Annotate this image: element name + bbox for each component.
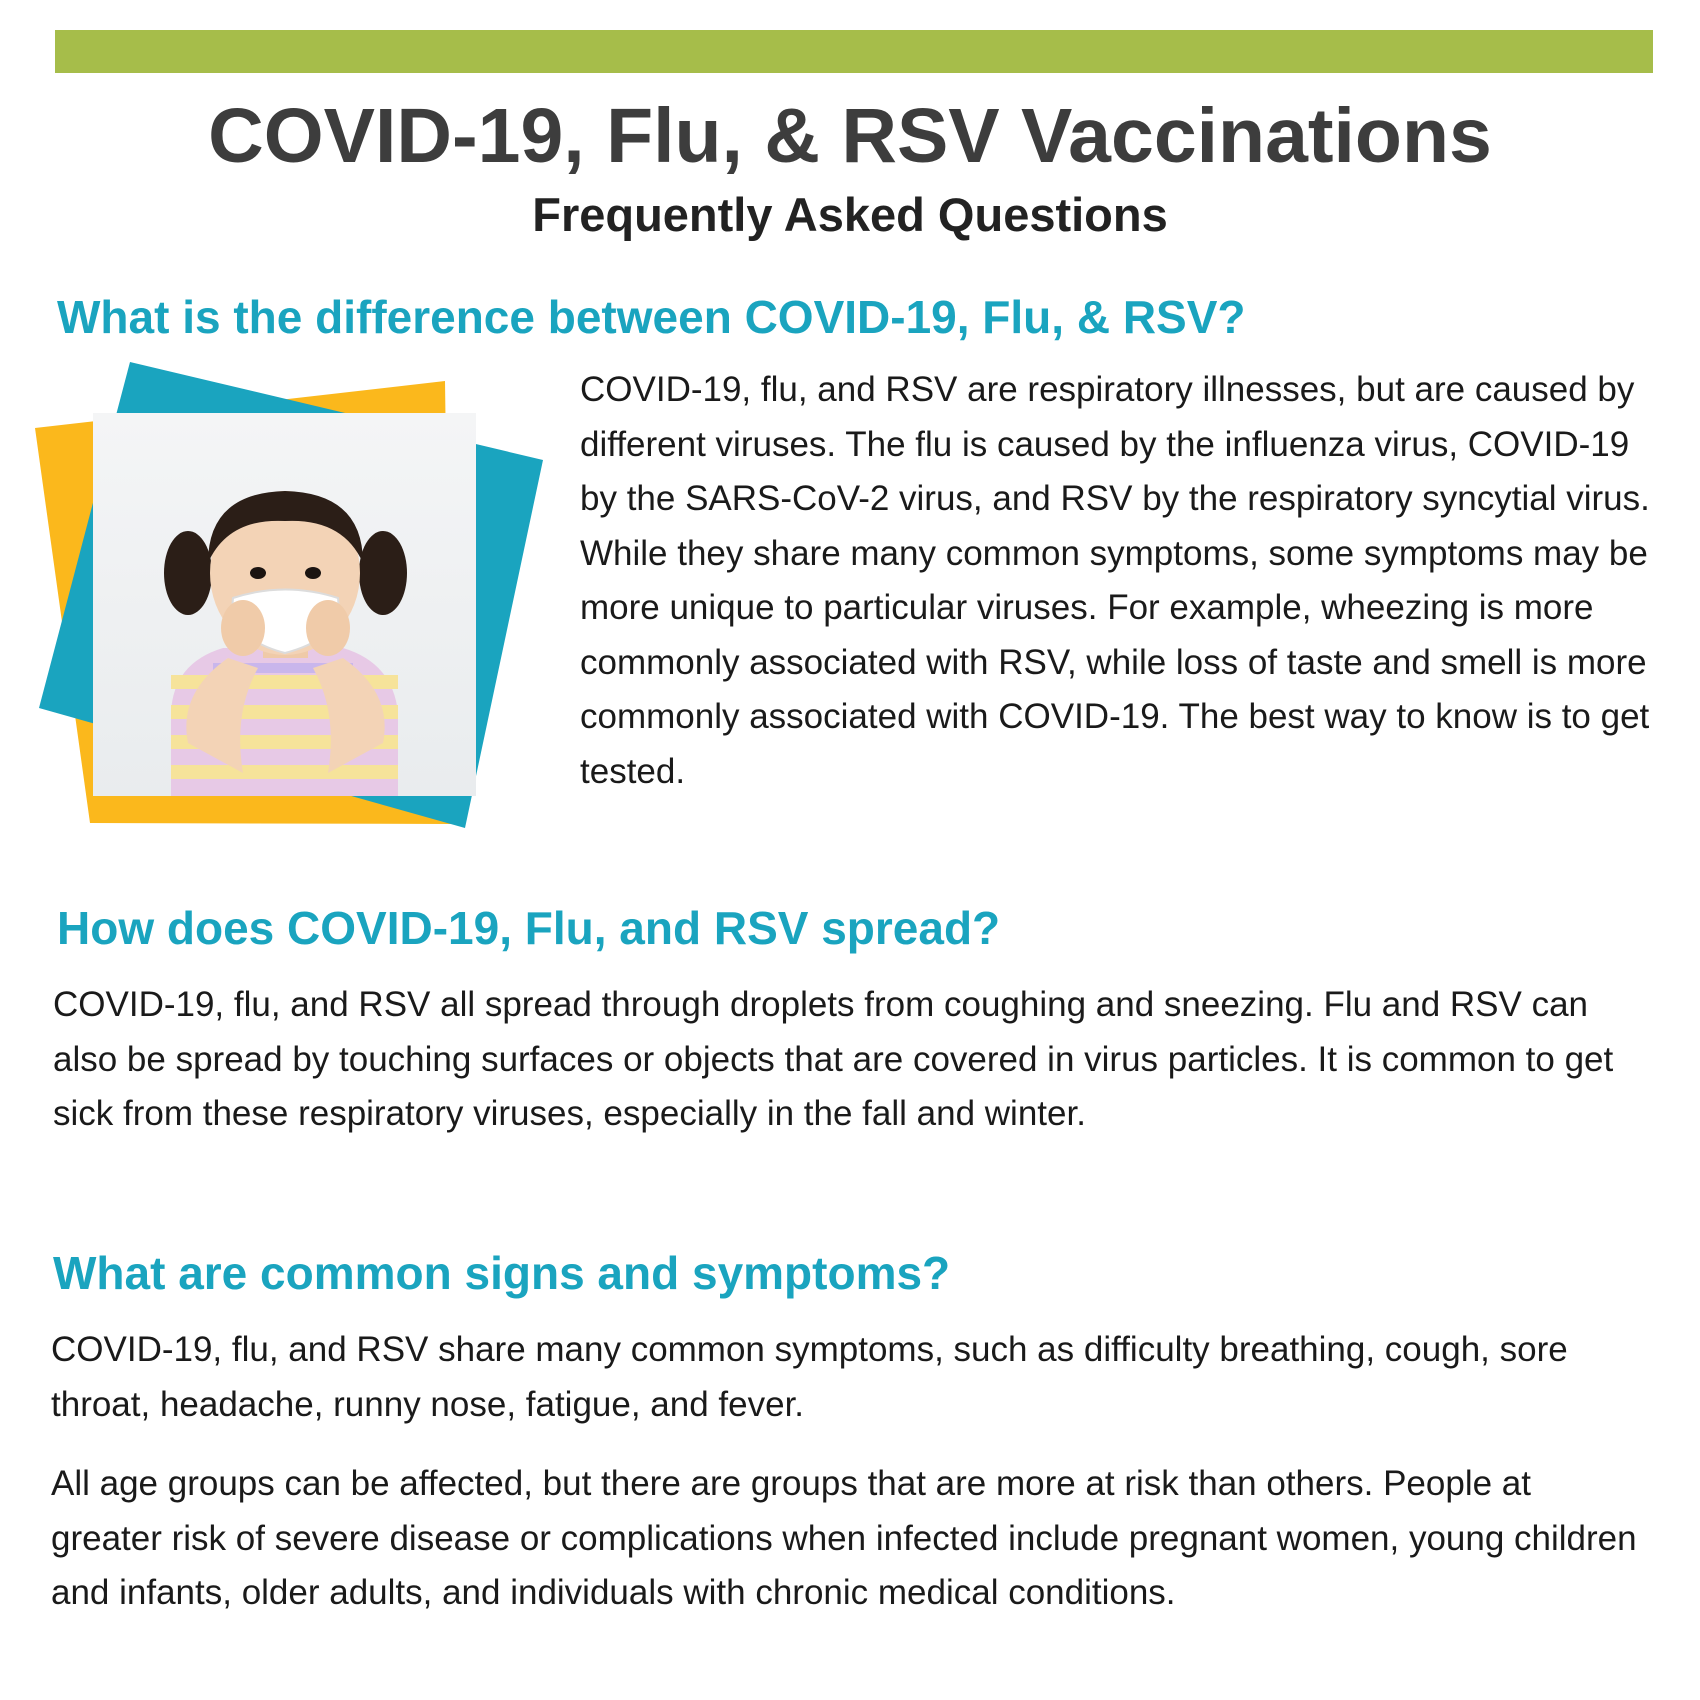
child-photo-figure [35,358,555,838]
page-subtitle: Frequently Asked Questions [532,188,1168,241]
page-title: COVID-19, Flu, & RSV Vaccinations [208,93,1492,179]
top-accent-bar [55,30,1653,73]
child-with-tissue-illustration [93,413,476,796]
child-photo [93,413,476,796]
section-heading-spread: How does COVID-19, Flu, and RSV spread? [57,902,1001,954]
section-heading-difference: What is the difference between COVID-19, Flu, & RSV? [57,291,1246,343]
section-risk-groups-paragraph: All age groups can be affected, but there are groups that are more at risk than others. People at greater risk of severe disease or complications when infected include pregnant women, young children and infants, older adults, and individuals with chronic medical conditions. [51,1464,1637,1612]
section-symptoms-paragraph: COVID-19, flu, and RSV share many common symptoms, such as difficulty breathing, cough, sore throat, headache, runny nose, fatigue, and fever. [51,1330,1568,1424]
section-spread-paragraph: COVID-19, flu, and RSV all spread through droplets from coughing and sneezing. Flu and RSV can also be spread by touching surfaces or objects that are covered in virus particles. It is common to get sick from these respiratory viruses, especially in the fall and winter. [53,985,1614,1133]
section-difference-paragraph: COVID-19, flu, and RSV are respiratory illnesses, but are caused by different viruses. The flu is caused by the influenza virus, COVID-19 by the SARS-CoV-2 virus, and RSV by the respiratory syncytial virus. While they share many common symptoms, some symptoms may be more unique to particular viruses. For example, wheezing is more commonly associated with RSV, while loss of taste and smell is more commonly associated with COVID-19. The best way to know is to get tested. [580,370,1650,791]
section-heading-symptoms: What are common signs and symptoms? [53,1247,951,1299]
